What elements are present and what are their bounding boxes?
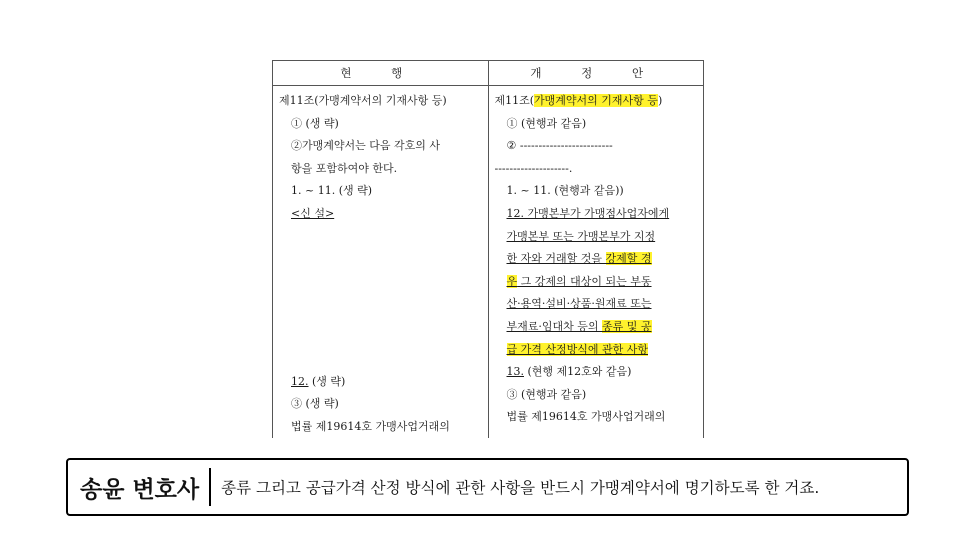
article-title-highlight: 가맹계약서의 기재사항 등 xyxy=(534,94,658,107)
amendment-paragraph-2-line-2: --------------------. xyxy=(494,161,573,175)
amendment-item-13-text: (현행 제12호와 같음) xyxy=(524,365,632,379)
article-suffix: ) xyxy=(657,94,663,107)
amendment-comparison-table xyxy=(272,60,704,438)
amendment-article-title xyxy=(495,90,698,113)
amendment-items-1-11: 1. ~ 11. (현행과 같음)) xyxy=(506,184,624,198)
article-prefix: 제11조( xyxy=(494,94,535,107)
caption-text: 종류 그리고 공급가격 산정 방식에 관한 사항을 반드시 가맹계약서에 명기하도록 한 거죠. xyxy=(221,479,820,497)
current-items-1-11: 1. ~ 11. (생 략) xyxy=(291,184,373,198)
amendment-item-13-number: 13. xyxy=(506,365,524,379)
speaker-name: 송윤 변호사 xyxy=(80,476,200,503)
amendment-column xyxy=(488,86,704,439)
item-12-line-4-text: 그 강제의 대상이 되는 부동 xyxy=(517,274,652,288)
current-item-12-text: (생 략) xyxy=(308,374,346,388)
item-12-line-6-highlight: 종류 및 공 xyxy=(602,319,652,333)
item-12-line-7-highlight: 급 가격 산정방식에 관한 사항 xyxy=(506,342,648,356)
current-paragraph-1: ① (생 략) xyxy=(291,116,339,130)
amendment-item-13 xyxy=(495,361,698,384)
subtitle-caption-box xyxy=(66,458,909,516)
amendment-law-reference: 법률 제19614호 가맹사업거래의 xyxy=(506,410,666,424)
item-12-line-6-text: 부재료·임대차 등의 xyxy=(506,319,602,333)
current-item-12 xyxy=(279,371,482,394)
current-paragraph-3: ③ (생 략) xyxy=(291,397,339,411)
header-amendment: 개 정 안 xyxy=(488,61,704,86)
amendment-item-12-line-5: 산·용역·설비·상품·원재료 또는 xyxy=(506,297,652,311)
item-12-line-4-highlight: 우 xyxy=(506,274,518,288)
current-paragraph-2-line-2: 항을 포함하여야 한다. xyxy=(291,161,398,175)
amendment-item-12-line-7 xyxy=(495,339,698,362)
item-12-line-3-text: 한 자와 거래할 것을 xyxy=(506,252,606,266)
current-blank-space xyxy=(279,226,482,371)
current-law-reference: 법률 제19614호 가맹사업거래의 xyxy=(291,419,450,433)
amendment-item-12-line-4 xyxy=(495,271,698,294)
caption-divider xyxy=(209,468,211,506)
amendment-item-12-line-3 xyxy=(495,248,698,271)
amendment-paragraph-1: ① (현행과 같음) xyxy=(506,116,587,130)
amendment-paragraph-2-line-1: ② ------------------------- xyxy=(506,139,613,153)
new-marker-text: <신 설> xyxy=(291,206,335,220)
amendment-item-12-line-1: 12. 가맹본부가 가맹점사업자에게 xyxy=(506,206,670,220)
current-item-12-number: 12. xyxy=(291,374,309,388)
current-new-marker xyxy=(279,203,482,226)
current-paragraph-2-line-1: ②가맹계약서는 다음 각호의 사 xyxy=(291,139,441,153)
current-column xyxy=(273,86,489,439)
amendment-paragraph-3: ③ (현행과 같음) xyxy=(506,387,587,401)
amendment-item-12-line-2: 가맹본부 또는 가맹본부가 지정 xyxy=(506,229,656,243)
item-12-line-3-highlight: 강제할 경 xyxy=(605,252,652,266)
current-article-title: 제11조(가맹계약서의 기재사항 등) xyxy=(279,94,447,107)
header-current: 현 행 xyxy=(273,61,489,86)
amendment-item-12-line-6 xyxy=(495,316,698,339)
